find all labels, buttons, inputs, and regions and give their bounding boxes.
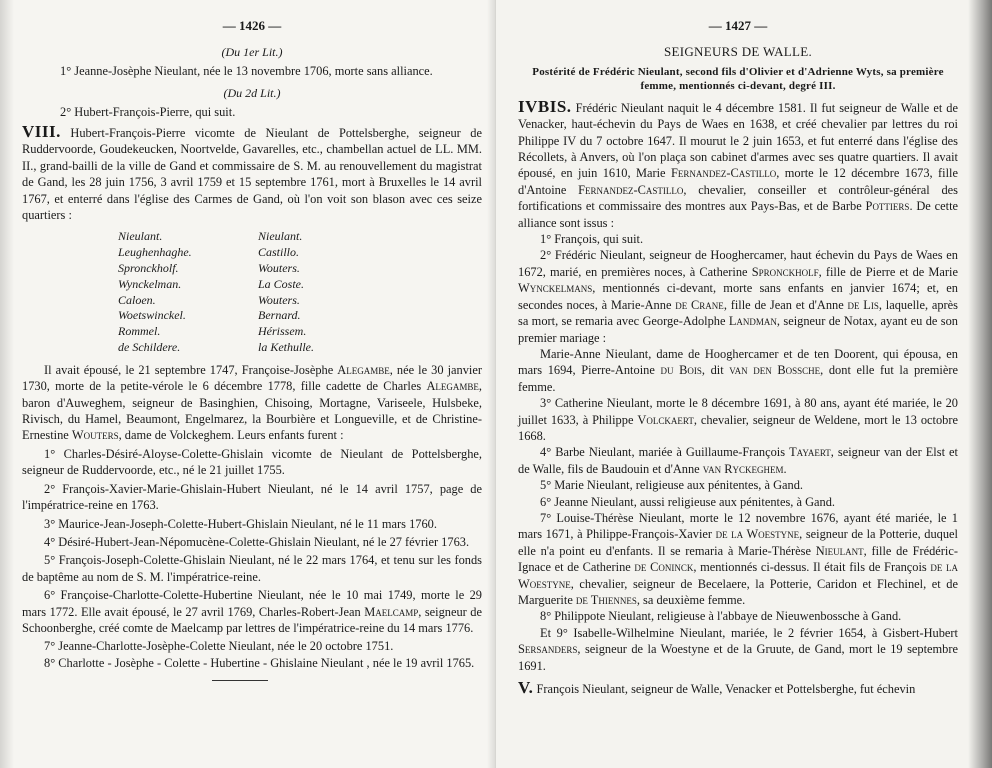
quarter-name: Nieulant.	[118, 229, 163, 244]
surname: de Crane	[675, 297, 724, 312]
generation-viii-paragraph	[22, 124, 482, 223]
surname: Landman	[728, 314, 777, 329]
right-page-edge-shadow	[968, 0, 992, 768]
generation-ivbis-paragraph	[518, 96, 959, 231]
second-marriage-heading: (Du 2d Lit.)	[223, 86, 281, 101]
sixteen-quarters-list	[118, 229, 482, 355]
quarter-name: Rommel.	[118, 324, 161, 339]
quarter-name: Wynckelman.	[118, 276, 182, 291]
text-run: 3° Catherine Nieulant, morte le 8 décembre 1691, à 80 ans, ayant été mariée, le 20 juillet 1633, à Philippe	[518, 396, 958, 427]
text-run: Marie-Anne Nieulant, dame de Hooghercamer et de ten Doorent, qui épousa, en mars 1694, Pierre-Antoine	[518, 346, 958, 378]
surname: van Ryckeghem	[702, 461, 784, 476]
surname: Wouters	[71, 428, 119, 443]
surname: Wynckelmans	[518, 281, 593, 296]
quarter-name: La Coste.	[258, 276, 305, 291]
child-entry: 8° Charlotte - Josèphe - Colette - Hubertine - Ghislaine Nieulant , née le 19 avril 1765.	[44, 655, 475, 670]
page-1427	[496, 0, 992, 768]
text-run: Frédéric Nieulant naquit le 4 décembre 1581. Il fut seigneur de Walle et de Venacker, haut-échevin du Pays de Waes en 1638, et créé chevalier par lettres du roi Philippe IV du 7 octobre 1647. Il mourut le 2 juin 1653, et fut enterré dans l'église des Récollets, à Anvers, où l'on plaça son cabinet d'armes avec ses quatre quartiers. Il avait épousé, en juin 1610, Marie	[518, 100, 958, 181]
text-run: .	[783, 461, 787, 476]
surname: Sersanders	[518, 642, 578, 657]
text-run: , née le 30 janvier 1730, morte de la petite-vérole le 6 décembre 1778, fille cadette de Charles	[22, 362, 482, 394]
text-run: , baron d'Auweghem, seigneur de Basinghien, Chisoing, Mortagne, Variseele, Hulsbeke, Rivisch, du Hamel, Beaumont, Engelmarez, la Bourbière et Longueville, et de Christine-Ernestine	[22, 379, 482, 443]
text-run: , dont elle fut la première femme.	[518, 363, 958, 394]
text-run: , seigneur de la Potterie, duquel elle n'a point eu d'enfants. Il se remaria à Marie-Thérèse	[518, 527, 958, 558]
child-entry: 3° Maurice-Jean-Joseph-Colette-Hubert-Ghislain Nieulant, né le 11 mars 1760.	[44, 516, 437, 531]
surname: de Coninck	[634, 560, 694, 575]
child-entry	[518, 395, 958, 444]
text-run: , seigneur de Notax, ayant eu de son premier mariage :	[518, 314, 958, 345]
text-run: , morte le 12 décembre 1673, fille d'Antoine	[518, 166, 958, 197]
surname: de Thiennes	[575, 593, 637, 607]
grandchild-entry	[518, 346, 958, 395]
quarter-name: Wouters.	[258, 292, 300, 307]
text-run: , laquelle, après sa mort, se remaria avec George-Adolphe	[518, 297, 959, 329]
text-run: , mentionnés ci-devant, morte sans enfants en janvier 1674; et, en secondes noces, à Marie-Anne	[518, 281, 958, 312]
child-entry: 6° Jeanne Nieulant, aussi religieuse aux pénitentes, à Gand.	[540, 494, 836, 509]
surname: de la Woestyne	[518, 560, 959, 591]
quarter-name: Wouters.	[258, 261, 300, 276]
section-title: SEIGNEURS DE WALLE.	[663, 44, 813, 60]
text-run: , seigneur de Schoonberghe, créé comte de Maelcamp par lettres de l'impératrice-reine du 14 mars 1776.	[22, 604, 482, 635]
quarter-name: Castillo.	[258, 245, 300, 260]
child-entry: 1° Jeanne-Josèphe Nieulant, née le 13 novembre 1706, morte sans alliance.	[60, 63, 433, 78]
text-run: , mentionnés ci-dessus. Il était fils de François	[693, 560, 931, 575]
quarter-name: Nieulant.	[258, 229, 303, 244]
first-marriage-heading: (Du 1er Lit.)	[221, 45, 283, 60]
child-entry	[518, 510, 958, 608]
quarter-name: Hérissem.	[258, 324, 307, 339]
surname: van den Bossche	[729, 363, 821, 378]
marriage-paragraph	[22, 362, 482, 444]
text-run: , seigneur de la Woestyne et de la Gruute, de Gand, mort le 19 septembre 1691.	[518, 642, 958, 673]
quarter-name: Caloen.	[118, 292, 156, 307]
surname: de Lis	[847, 297, 879, 312]
text-run: Il avait épousé, le 21 septembre 1747, Françoise-Josèphe	[44, 362, 338, 377]
page-number: — 1426 —	[222, 18, 282, 33]
surname: du Bois	[660, 363, 702, 378]
text-run: , fille de Jean et d'Anne	[723, 297, 848, 312]
section-subtitle: Postérité de Frédéric Nieulant, second fils d'Olivier et d'Adrienne Wyts, sa première femme, mentionnés ci-devant, degré III.	[532, 65, 944, 92]
text-run: 6° Françoise-Charlotte-Colette-Hubertine Nieulant, née le 10 mai 1749, morte le 29 mars 1772. Elle avait épousé, le 27 avril 1769, Charles-Robert-Jean	[22, 588, 482, 619]
surname: Spronckholf	[751, 264, 819, 279]
text-run: , dit	[701, 363, 730, 378]
generation-text: Hubert-François-Pierre vicomte de Nieulant de Pottelsberghe, seigneur de Ruddervoorde, Goudekeucken, Noortvelde, Gavarelles, etc., chambellan actuel de LL. MM. II., grand-bailli de la ville de Gand et commissaire de S. M. au renouvellement du magistrat de Gand, les 28 juin 1756, 3 avril 1759 et 15 septembre 1761, mort à Bruxelles le 14 avril 1767, et enterré dans l'église des Carmes de Gand, où l'on voit son blason avec ces seize quartiers :	[22, 126, 482, 223]
surname: Alegambe	[426, 379, 479, 394]
surname: Alegambe	[337, 362, 390, 377]
surname: de la Woestyne	[715, 527, 800, 542]
text-run: 4° Barbe Nieulant, mariée à Guillaume-François	[540, 445, 790, 460]
child-entry	[518, 247, 958, 345]
child-entry: 5° François-Joseph-Colette-Ghislain Nieulant, né le 22 mars 1764, et tenu sur les fonds de baptême au nom de S. M. l'impératrice-reine.	[22, 553, 482, 584]
quarter-name: Woetswinckel.	[118, 308, 186, 323]
surname: Maelcamp	[364, 604, 419, 619]
quarter-name: Leughenhaghe.	[118, 245, 192, 260]
quarter-name: Spronckholf.	[118, 261, 179, 276]
quarter-name: Bernard.	[258, 308, 301, 323]
surname: Pottiers	[865, 199, 910, 214]
text-run: 7° Louise-Thérèse Nieulant, morte le 12 novembre 1676, ayant été mariée, le 1 mars 1671, à Philippe-François-Xavier	[518, 510, 958, 542]
generation-label: V.	[518, 678, 534, 698]
text-run: , dame de Volckeghem. Leurs enfants furent :	[118, 428, 344, 443]
text-run: , chevalier, seigneur de Weldene, mort le 13 octobre 1668.	[518, 412, 958, 443]
surname: Nieulant	[815, 543, 864, 558]
text-run: François Nieulant, seigneur de Walle, Venacker et Pottelsberghe, fut échevin	[533, 682, 916, 697]
generation-label: VIII.	[22, 122, 61, 142]
text-run: . De cette alliance sont issus :	[518, 199, 959, 230]
child-entry	[22, 587, 482, 636]
text-run: 2° Frédéric Nieulant, seigneur de Hooghercamer, haut échevin du Pays de Waes en 1672, marié, en premières noces, à Catherine	[518, 248, 958, 279]
surname: Fernandez-Castillo	[578, 182, 684, 197]
child-entry: 8° Philippote Nieulant, religieuse à l'abbaye de Nieuwenbossche à Gand.	[540, 609, 902, 624]
text-run: , chevalier, conseiller et contrôleur-général des fortifications et commissaire des montres aux Pays-Bas, et de Barbe	[518, 182, 958, 214]
page-end-rule	[212, 680, 268, 681]
page-number: — 1427 —	[708, 18, 768, 33]
child-entry: 7° Jeanne-Charlotte-Josèphe-Colette Nieulant, née le 20 octobre 1751.	[44, 639, 394, 654]
text-run: , fille de Frédéric-Ignace et de Catherine	[518, 543, 958, 575]
generation-v-paragraph	[518, 680, 958, 697]
child-entry: 1° François, qui suit.	[540, 232, 644, 247]
text-run: Et 9° Isabelle-Wilhelmine Nieulant, mariée, le 2 février 1654, à Gisbert-Hubert	[540, 625, 958, 640]
child-entry: 5° Marie Nieulant, religieuse aux pénitentes, à Gand.	[540, 478, 804, 493]
text-run: , fille de Pierre et de Marie	[818, 264, 958, 279]
child-entry: 2° François-Xavier-Marie-Ghislain-Hubert Nieulant, né le 14 avril 1757, page de l'impératrice-reine en 1763.	[22, 481, 482, 513]
child-entry	[518, 625, 958, 674]
text-run: , sa deuxième femme.	[636, 593, 746, 607]
generation-label: IVBIS.	[518, 96, 572, 116]
surname: Fernandez-Castillo	[670, 166, 777, 181]
text-run: , seigneur van der Elst et de Walle, fils de Baudouin et d'Anne	[518, 445, 959, 476]
child-entry: 2° Hubert-François-Pierre, qui suit.	[60, 104, 236, 119]
surname: Volckaert	[637, 412, 694, 427]
child-entry: 4° Désiré-Hubert-Jean-Népomucène-Colette-Ghislain Nieulant, né le 27 février 1763.	[44, 534, 470, 549]
child-entry: 1° Charles-Désiré-Aloyse-Colette-Ghislain vicomte de Nieulant de Pottelsberghe, seigneur de Ruddervoorde, etc., né le 21 juillet 1755.	[22, 446, 482, 478]
quarter-name: la Kethulle.	[258, 340, 314, 355]
text-run: , chevalier, seigneur de Becelaere, la Potterie, Caridon et Flechinel, et de Marguerite	[518, 576, 958, 607]
left-page-edge-shadow	[0, 0, 14, 768]
child-entry	[518, 444, 958, 477]
quarter-name: de Schildere.	[118, 340, 181, 355]
surname: Tayaert	[789, 445, 831, 460]
